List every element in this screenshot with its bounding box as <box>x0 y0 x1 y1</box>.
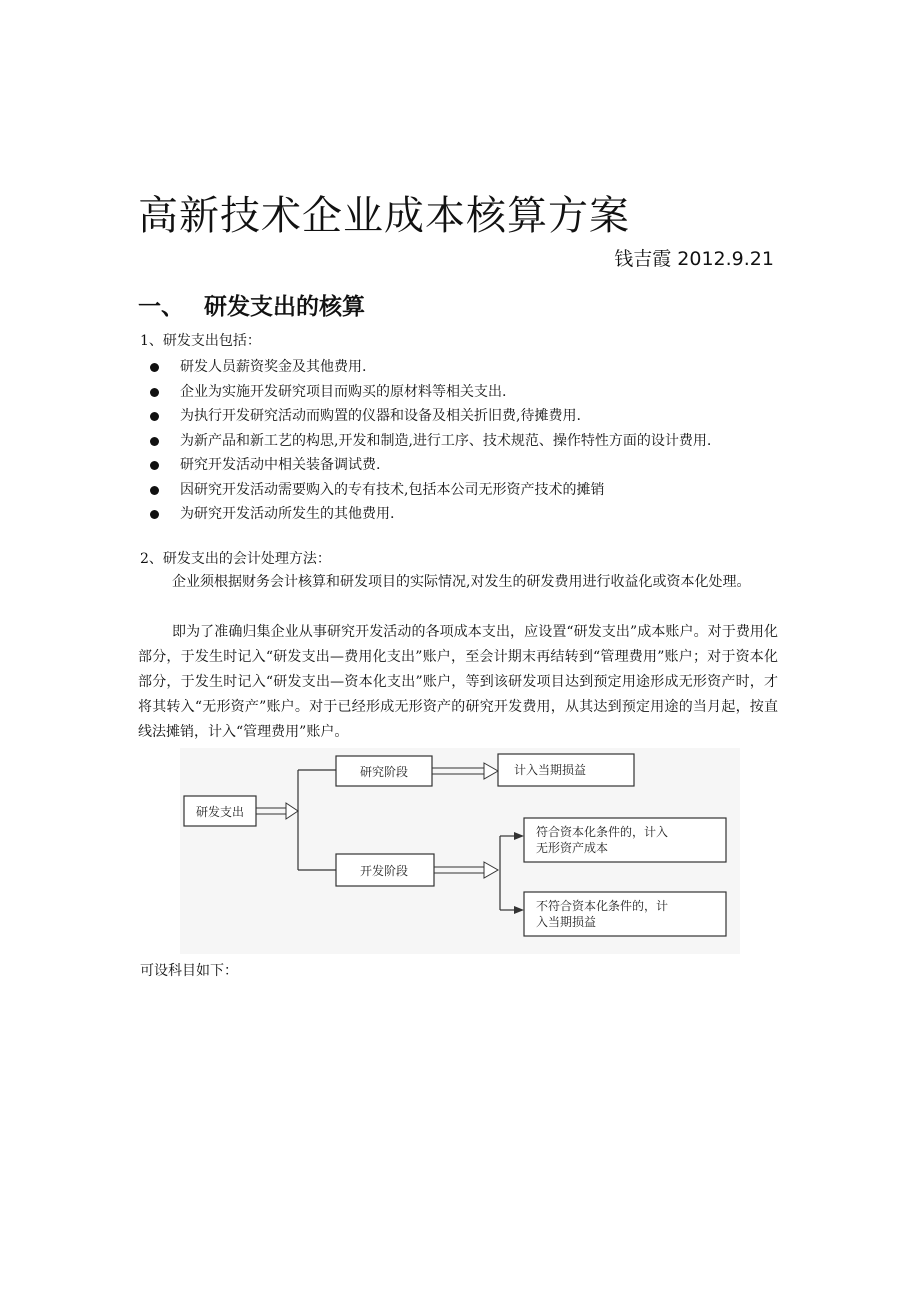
capitalize-outcome-line2: 无形资产成本 <box>536 841 609 855</box>
list-item: 因研究开发活动需要购入的专有技术,包括本公司无形资产技术的摊销 <box>140 479 790 503</box>
list-item: 为执行开发研究活动而购置的仪器和设备及相关折旧费,待摊费用. <box>140 405 790 429</box>
author-date: 钱吉霞 2012.9.21 <box>614 248 774 270</box>
section-number: 一、 <box>138 294 184 320</box>
list-item: 为新产品和新工艺的构思,开发和制造,进行工序、技术规范、操作特性方面的设计费用. <box>140 430 790 454</box>
flow-diagram <box>180 748 740 954</box>
paragraph-2: 即为了准确归集企业从事研究开发活动的各项成本支出，应设置“研发支出”成本账户。对于费用化部分，于发生时记入“研发支出—费用化支出”账户，至会计期末再结转到“管理费用”账户；对于资本化部分，于发生时记入“研发支出—资本化支出”账户，等到该研发项目达到预定用途形成无形资产时，才将其转入“无形资产”账户。对于已经形成无形资产的研究开发费用，从其达到预定用途的当月起，按直线法摊销，计入“管理费用”账户。 <box>138 624 778 740</box>
bullet-icon <box>150 437 159 446</box>
item-heading-1: 1、研发支出包括： <box>140 333 261 349</box>
expense-outcome-line2: 入当期损益 <box>536 915 597 929</box>
section-heading <box>138 288 365 321</box>
section-title: 研发支出的核算 <box>204 294 365 320</box>
list-item: 研究开发活动中相关装备调试费. <box>140 454 790 478</box>
bullet-icon <box>150 388 159 397</box>
list-item: 企业为实施开发研究项目而购买的原材料等相关支出. <box>140 381 790 405</box>
bullet-icon <box>150 412 159 421</box>
list-item: 研发人员薪资奖金及其他费用. <box>140 356 790 380</box>
bullet-icon <box>150 461 159 470</box>
bullet-icon <box>150 486 159 495</box>
list-item: 为研究开发活动所发生的其他费用. <box>140 503 790 527</box>
subjects-intro: 可设科目如下： <box>140 963 238 979</box>
capitalize-outcome-line1: 符合资本化条件的，计入 <box>536 825 669 839</box>
bullet-list <box>140 356 790 528</box>
root-label: 研发支出 <box>195 805 245 819</box>
bullet-icon <box>150 363 159 372</box>
research-label: 研究阶段 <box>359 765 409 779</box>
bullet-icon <box>150 510 159 519</box>
research-outcome-label: 计入当期损益 <box>514 763 587 777</box>
paragraph-1: 企业须根据财务会计核算和研发项目的实际情况,对发生的研发费用进行收益化或资本化处理。 <box>172 574 751 590</box>
page-title: 高新技术企业成本核算方案 <box>138 193 630 239</box>
development-label: 开发阶段 <box>359 864 409 878</box>
expense-outcome-line1: 不符合资本化条件的，计 <box>536 899 669 913</box>
item-heading-2: 2、研发支出的会计处理方法： <box>140 551 331 567</box>
